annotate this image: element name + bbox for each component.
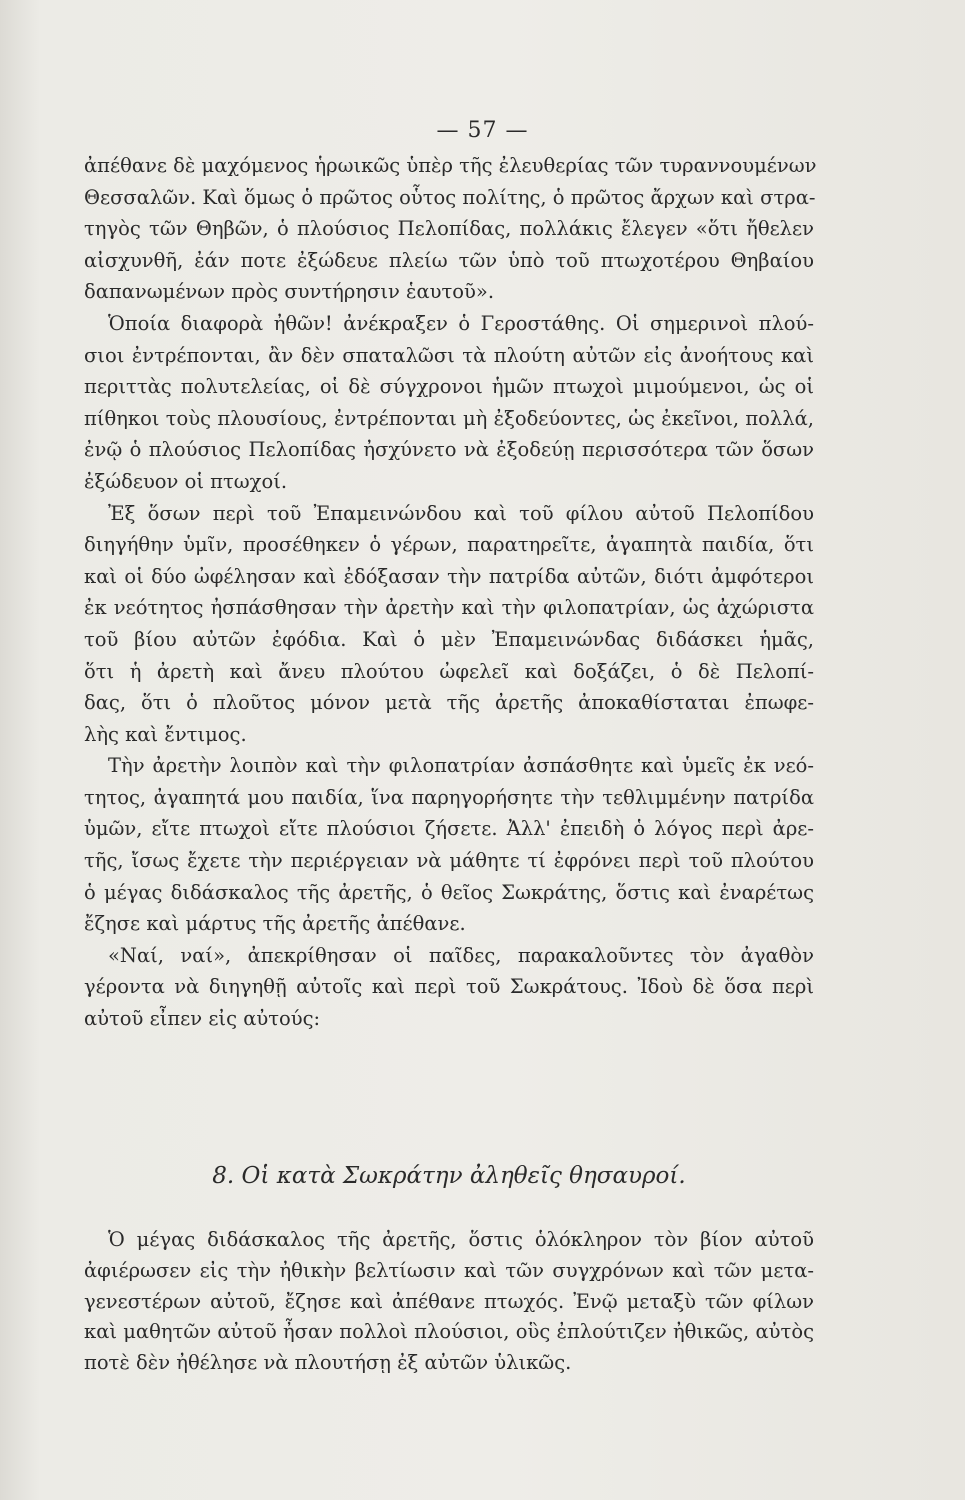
- text-line: καὶ οἱ δύο ὠφέλησαν καὶ ἐδόξασαν τὴν πατρίδα αὐτῶν, διότι ἀμφότεροι: [84, 564, 814, 588]
- text-line: Ὁ μέγας διδάσκαλος τῆς ἀρετῆς, ὅστις ὁλόκληρον τὸν βίον αὐτοῦ: [108, 1228, 814, 1251]
- text-line: δαπανωμένων πρὸς συντήρησιν ἑαυτοῦ».: [84, 280, 495, 304]
- text-line: ἐνῷ ὁ πλούσιος Πελοπίδας ἠσχύνετο νὰ ἐξοδεύῃ περισσότερα τῶν ὅσων: [84, 438, 814, 462]
- section-heading: 8. Οἱ κατὰ Σωκράτην ἀληθεῖς θησαυροί.: [212, 1163, 686, 1189]
- text-line: ὑμῶν, εἴτε πτωχοὶ εἴτε πλούσιοι ζήσετε. Ἀλλ' ἐπειδὴ ὁ λόγος περὶ ἀρε-: [84, 817, 814, 841]
- paragraph: [84, 308, 814, 498]
- text-line: ὁ μέγας διδάσκαλος τῆς ἀρετῆς, ὁ θεῖος Σωκράτης, ὅστις καὶ ἐναρέτως: [84, 880, 814, 904]
- text-line: Ὁποία διαφορὰ ἠθῶν! ἀνέκραξεν ὁ Γεροστάθης. Οἱ σημερινοὶ πλού-: [108, 311, 814, 335]
- text-line: ἀπέθανε δὲ μαχόμενος ἡρωικῶς ὑπὲρ τῆς ἐλευθερίας τῶν τυραννουμένων: [84, 154, 817, 177]
- section-body-text: [84, 1225, 814, 1379]
- text-line: τηγὸς τῶν Θηβῶν, ὁ πλούσιος Πελοπίδας, πολλάκις ἔλεγεν «ὅτι ἤθελεν: [84, 217, 814, 241]
- paragraph: [84, 1225, 814, 1379]
- text-line: ἐξώδευον οἱ πτωχοί.: [84, 469, 288, 493]
- text-line: λὴς καὶ ἔντιμος.: [84, 722, 247, 746]
- paragraph: [84, 150, 817, 308]
- text-line: δας, ὅτι ὁ πλοῦτος μόνον μετὰ τῆς ἀρετῆς ἀποκαθίσταται ἐπωφε-: [84, 691, 814, 715]
- text-line: τῆς, ἴσως ἔχετε τὴν περιέργειαν νὰ μάθητε τί ἐφρόνει περὶ τοῦ πλούτου: [84, 849, 814, 873]
- text-line: αὐτοῦ εἶπεν εἰς αὐτούς:: [84, 1007, 321, 1031]
- body-text: [84, 150, 817, 1035]
- text-line: ὅτι ἡ ἀρετὴ καὶ ἄνευ πλούτου ὠφελεῖ καὶ δοξάζει, ὁ δὲ Πελοπί-: [84, 659, 814, 683]
- text-line: καὶ μαθητῶν αὐτοῦ ἦσαν πολλοὶ πλούσιοι, οὓς ἐπλούτιζεν ἠθικῶς, αὐτὸς: [84, 1320, 814, 1344]
- text-line: πίθηκοι τοὺς πλουσίους, ἐντρέπονται μὴ ἐξοδεύοντες, ὡς ἐκεῖνοι, πολλά,: [84, 406, 814, 430]
- text-line: Ἐξ ὅσων περὶ τοῦ Ἐπαμεινώνδου καὶ τοῦ φίλου αὐτοῦ Πελοπίδου: [108, 501, 814, 525]
- text-line: Τὴν ἀρετὴν λοιπὸν καὶ τὴν φιλοπατρίαν ἀσπάσθητε καὶ ὑμεῖς ἐκ νεό-: [108, 754, 814, 778]
- text-line: ἔζησε καὶ μάρτυς τῆς ἀρετῆς ἀπέθανε.: [84, 912, 466, 936]
- text-line: γέροντα νὰ διηγηθῇ αὐτοῖς καὶ περὶ τοῦ Σωκράτους. Ἰδοὺ δὲ ὅσα περὶ: [84, 975, 814, 999]
- page-number: — 57 —: [436, 118, 529, 143]
- text-line: ἀφιέρωσεν εἰς τὴν ἠθικὴν βελτίωσιν καὶ τῶν συγχρόνων καὶ τῶν μετα-: [84, 1258, 814, 1282]
- text-line: γενεστέρων αὐτοῦ, ἔζησε καὶ ἀπέθανε πτωχός. Ἐνῷ μεταξὺ τῶν φίλων: [84, 1289, 814, 1313]
- text-line: σιοι ἐντρέπονται, ἂν δὲν σπαταλῶσι τὰ πλούτη αὐτῶν εἰς ἀνοήτους καὶ: [84, 343, 814, 367]
- text-line: τητος, ἀγαπητά μου παιδία, ἵνα παρηγορήσητε τὴν τεθλιμμένην πατρίδα: [84, 785, 814, 809]
- paragraph: [84, 940, 814, 1035]
- text-line: ἐκ νεότητος ἠσπάσθησαν τὴν ἀρετὴν καὶ τὴν φιλοπατρίαν, ὡς ἀχώριστα: [84, 596, 814, 620]
- text-line: αἰσχυνθῆ, ἐάν ποτε ἐξώδευε πλείω τῶν ὑπὸ τοῦ πτωχοτέρου Θηβαίου: [84, 248, 814, 272]
- paragraph: [84, 750, 814, 940]
- text-line: Θεσσαλῶν. Καὶ ὅμως ὁ πρῶτος οὗτος πολίτης, ὁ πρῶτος ἄρχων καὶ στρα-: [84, 185, 816, 209]
- text-line: ποτὲ δὲν ἠθέλησε νὰ πλουτήσῃ ἐξ αὐτῶν ὑλικῶς.: [84, 1351, 572, 1375]
- text-line: τοῦ βίου αὐτῶν ἐφόδια. Καὶ ὁ μὲν Ἐπαμεινώνδας διδάσκει ἡμᾶς,: [84, 627, 814, 651]
- text-line: περιττὰς πολυτελείας, οἱ δὲ σύγχρονοι ἡμῶν πτωχοὶ μιμούμενοι, ὡς οἱ: [84, 375, 814, 399]
- text-line: διηγήθην ὑμῖν, προσέθηκεν ὁ γέρων, παρατηρεῖτε, ἀγαπητὰ παιδία, ὅτι: [84, 533, 814, 557]
- paragraph: [84, 498, 814, 751]
- text-line: «Ναί, ναί», ἀπεκρίθησαν οἱ παῖδες, παρακαλοῦντες τὸν ἀγαθὸν: [108, 943, 814, 967]
